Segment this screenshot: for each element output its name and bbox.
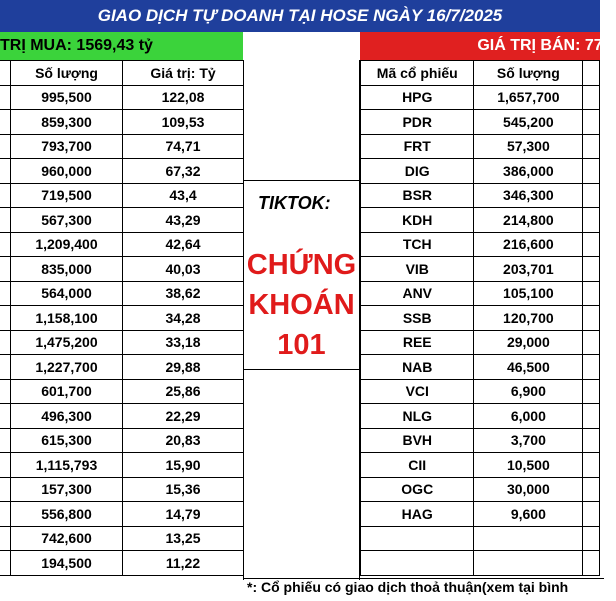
sell-row	[361, 85, 600, 110]
sell-row	[361, 428, 600, 453]
sell-cell: 46,500	[474, 355, 583, 380]
buy-cell: 15,90	[123, 453, 244, 478]
buy-total-header	[0, 32, 243, 61]
buy-total-label: TRỊ MUA: 1569,43 tỷ	[0, 37, 153, 54]
tiktok-label: TIKTOK:	[258, 193, 331, 213]
buy-row	[0, 85, 244, 110]
buy-cell: 40,03	[123, 257, 244, 282]
sell-cell: 3,700	[474, 428, 583, 453]
buy-ticker-cell	[0, 306, 11, 331]
buy-row	[0, 477, 244, 502]
buy-cell: 835,000	[11, 257, 123, 282]
sell-cell: DIG	[361, 159, 474, 184]
buy-row	[0, 281, 244, 306]
sell-cell: 105,100	[474, 281, 583, 306]
sell-cell: BVH	[361, 428, 474, 453]
sell-value-cell	[583, 453, 600, 478]
sell-value-cell	[583, 183, 600, 208]
sell-value-cell	[583, 110, 600, 135]
buy-cell: 859,300	[11, 110, 123, 135]
sell-cell: OGC	[361, 477, 474, 502]
buy-table	[0, 60, 244, 576]
buy-row	[0, 355, 244, 380]
buy-ticker-cell	[0, 134, 11, 159]
buy-row	[0, 257, 244, 282]
sell-cell: TCH	[361, 232, 474, 257]
buy-row	[0, 404, 244, 429]
buy-cell: 1,475,200	[11, 330, 123, 355]
buy-cell: 564,000	[11, 281, 123, 306]
sell-row	[361, 183, 600, 208]
buy-cell: 14,79	[123, 502, 244, 527]
sell-cell: NLG	[361, 404, 474, 429]
sell-value-cell	[583, 159, 600, 184]
buy-row	[0, 232, 244, 257]
buy-col-quantity: Số lượng	[11, 61, 123, 86]
buy-ticker-cell	[0, 453, 11, 478]
buy-row	[0, 159, 244, 184]
buy-ticker-cell	[0, 208, 11, 233]
buy-cell: 109,53	[123, 110, 244, 135]
sell-row	[361, 526, 600, 551]
sell-cell: SSB	[361, 306, 474, 331]
buy-row	[0, 306, 244, 331]
sell-row	[361, 281, 600, 306]
sell-row	[361, 159, 600, 184]
sell-cell: HPG	[361, 85, 474, 110]
sell-row	[361, 134, 600, 159]
buy-ticker-cell	[0, 477, 11, 502]
buy-ticker-cell	[0, 159, 11, 184]
sell-value-cell	[583, 428, 600, 453]
buy-cell: 122,08	[123, 85, 244, 110]
sell-row	[361, 330, 600, 355]
sell-cell: 6,900	[474, 379, 583, 404]
buy-ticker-cell	[0, 526, 11, 551]
buy-row	[0, 379, 244, 404]
buy-cell: 74,71	[123, 134, 244, 159]
brand-line-2: KHOÁN	[248, 289, 355, 321]
brand-line-3: 101	[277, 329, 326, 361]
sell-cell	[361, 551, 474, 576]
sell-cell: 346,300	[474, 183, 583, 208]
sell-cell: ANV	[361, 281, 474, 306]
buy-cell: 194,500	[11, 551, 123, 576]
buy-row	[0, 208, 244, 233]
brand-text	[243, 245, 360, 365]
buy-row	[0, 134, 244, 159]
sell-cell: BSR	[361, 183, 474, 208]
buy-ticker-cell	[0, 502, 11, 527]
sell-cell: FRT	[361, 134, 474, 159]
sell-value-cell	[583, 330, 600, 355]
sell-value-cell	[583, 404, 600, 429]
sell-col-quantity: Số lượng	[474, 61, 583, 86]
footnote: *: Cổ phiếu có giao dịch thoả thuận(xem tại bình	[243, 578, 604, 601]
buy-cell: 34,28	[123, 306, 244, 331]
buy-row	[0, 330, 244, 355]
buy-cell: 20,83	[123, 428, 244, 453]
sell-value-cell	[583, 379, 600, 404]
buy-cell: 567,300	[11, 208, 123, 233]
sell-cell: 10,500	[474, 453, 583, 478]
sell-row	[361, 257, 600, 282]
buy-row	[0, 183, 244, 208]
sell-cell: VCI	[361, 379, 474, 404]
sell-cell: 120,700	[474, 306, 583, 331]
buy-cell: 33,18	[123, 330, 244, 355]
buy-ticker-cell	[0, 85, 11, 110]
sell-row	[361, 551, 600, 576]
sell-row	[361, 306, 600, 331]
brand-line-1: CHỨNG	[246, 249, 357, 281]
buy-cell: 43,4	[123, 183, 244, 208]
sell-cell: 203,701	[474, 257, 583, 282]
page-title-banner	[0, 0, 600, 32]
buy-cell: 556,800	[11, 502, 123, 527]
buy-cell: 793,700	[11, 134, 123, 159]
sell-cell: 30,000	[474, 477, 583, 502]
buy-row	[0, 502, 244, 527]
sell-cell: 6,000	[474, 404, 583, 429]
sell-cell: CII	[361, 453, 474, 478]
buy-ticker-cell	[0, 257, 11, 282]
buy-cell: 25,86	[123, 379, 244, 404]
buy-row	[0, 428, 244, 453]
sell-cell	[474, 526, 583, 551]
buy-row	[0, 110, 244, 135]
sell-value-cell	[583, 306, 600, 331]
sell-row	[361, 379, 600, 404]
buy-ticker-cell	[0, 110, 11, 135]
sell-row	[361, 110, 600, 135]
buy-ticker-cell	[0, 404, 11, 429]
buy-col-value: Giá trị: Tỷ	[123, 61, 244, 86]
sell-value-cell	[583, 355, 600, 380]
sell-cell: 386,000	[474, 159, 583, 184]
buy-ticker-cell	[0, 551, 11, 576]
sell-cell: NAB	[361, 355, 474, 380]
sell-value-cell	[583, 85, 600, 110]
sell-cell: 29,000	[474, 330, 583, 355]
buy-ticker-cell	[0, 183, 11, 208]
buy-cell: 13,25	[123, 526, 244, 551]
sell-row	[361, 232, 600, 257]
buy-cell: 1,115,793	[11, 453, 123, 478]
sell-cell: 545,200	[474, 110, 583, 135]
sell-value-cell	[583, 502, 600, 527]
sell-row	[361, 208, 600, 233]
buy-ticker-cell	[0, 232, 11, 257]
buy-cell: 960,000	[11, 159, 123, 184]
sell-cell: 57,300	[474, 134, 583, 159]
sell-value-cell	[583, 281, 600, 306]
sell-table-header-row	[361, 61, 600, 86]
buy-cell: 1,227,700	[11, 355, 123, 380]
buy-row	[0, 453, 244, 478]
buy-cell: 67,32	[123, 159, 244, 184]
sell-cell: 216,600	[474, 232, 583, 257]
buy-table-header-row	[0, 61, 244, 86]
buy-cell: 42,64	[123, 232, 244, 257]
sell-row	[361, 502, 600, 527]
page-title: GIAO DỊCH TỰ DOANH TẠI HOSE NGÀY 16/7/2025	[97, 6, 503, 25]
sell-col-value	[583, 61, 600, 86]
buy-cell: 22,29	[123, 404, 244, 429]
buy-ticker-cell	[0, 330, 11, 355]
sell-row	[361, 477, 600, 502]
buy-cell: 742,600	[11, 526, 123, 551]
buy-cell: 15,36	[123, 477, 244, 502]
buy-ticker-cell	[0, 355, 11, 380]
sell-col-ticker: Mã cổ phiếu	[361, 61, 474, 86]
buy-ticker-cell	[0, 428, 11, 453]
buy-ticker-cell	[0, 379, 11, 404]
sell-value-cell	[583, 526, 600, 551]
buy-cell: 615,300	[11, 428, 123, 453]
sell-cell	[361, 526, 474, 551]
buy-row	[0, 526, 244, 551]
buy-ticker-cell	[0, 281, 11, 306]
sell-value-cell	[583, 551, 600, 576]
buy-cell: 496,300	[11, 404, 123, 429]
buy-cell: 157,300	[11, 477, 123, 502]
sell-cell: 214,800	[474, 208, 583, 233]
sell-cell: VIB	[361, 257, 474, 282]
buy-cell: 719,500	[11, 183, 123, 208]
buy-cell: 1,209,400	[11, 232, 123, 257]
sell-cell: HAG	[361, 502, 474, 527]
buy-cell: 995,500	[11, 85, 123, 110]
buy-row	[0, 551, 244, 576]
sell-value-cell	[583, 257, 600, 282]
sell-value-cell	[583, 477, 600, 502]
sell-row	[361, 453, 600, 478]
buy-col-ticker	[0, 61, 11, 86]
buy-cell: 601,700	[11, 379, 123, 404]
buy-cell: 43,29	[123, 208, 244, 233]
sell-table	[360, 60, 600, 576]
sell-cell: PDR	[361, 110, 474, 135]
sell-value-cell	[583, 232, 600, 257]
sell-row	[361, 404, 600, 429]
sell-total-label: GIÁ TRỊ BÁN: 777,	[477, 37, 616, 54]
sell-total-header	[360, 32, 616, 61]
sell-value-cell	[583, 208, 600, 233]
sell-cell	[474, 551, 583, 576]
buy-cell: 29,88	[123, 355, 244, 380]
sell-cell: REE	[361, 330, 474, 355]
sell-row	[361, 355, 600, 380]
buy-cell: 11,22	[123, 551, 244, 576]
sell-cell: KDH	[361, 208, 474, 233]
sell-cell: 1,657,700	[474, 85, 583, 110]
sell-cell: 9,600	[474, 502, 583, 527]
buy-cell: 38,62	[123, 281, 244, 306]
buy-cell: 1,158,100	[11, 306, 123, 331]
sell-value-cell	[583, 134, 600, 159]
